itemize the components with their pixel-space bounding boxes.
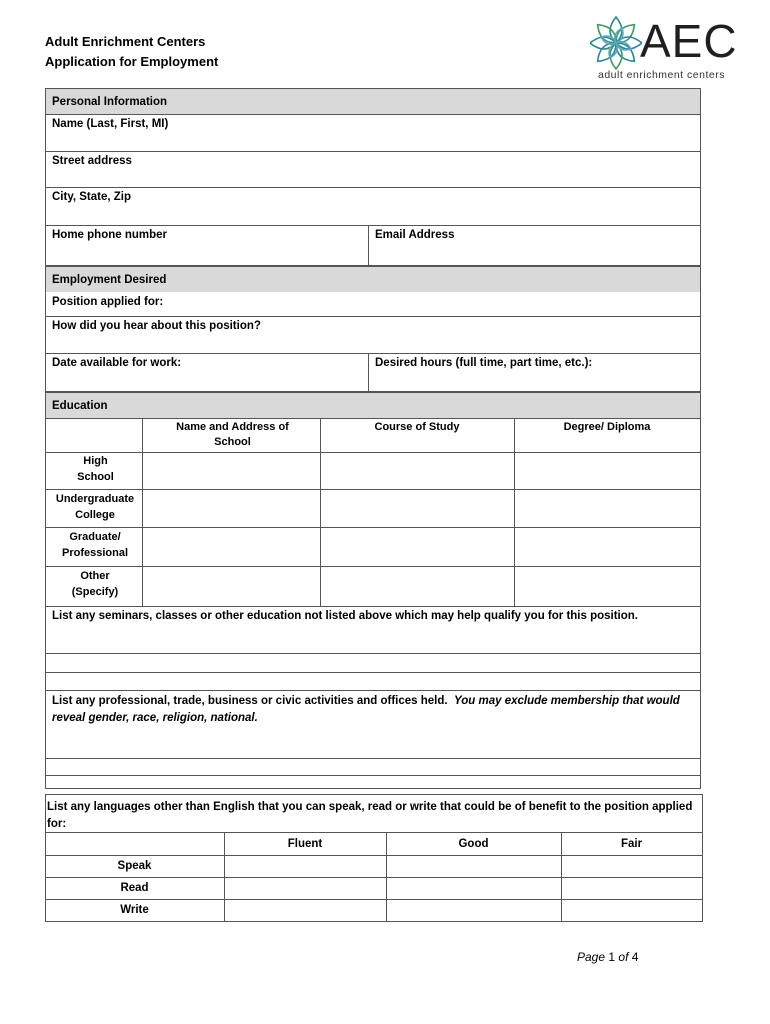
row-high-school: High School bbox=[77, 455, 114, 483]
hear-about-field[interactable]: How did you hear about this position? bbox=[52, 320, 261, 332]
languages-prompt: List any languages other than English that you can speak, read or write that could be of benefit to the position applied for: bbox=[47, 801, 693, 830]
flower-logo-icon bbox=[590, 14, 642, 72]
row-other: Other (Specify) bbox=[71, 570, 119, 598]
doc-title: Application for Employment bbox=[45, 54, 219, 69]
aec-logo bbox=[590, 14, 740, 84]
row-read: Read bbox=[120, 882, 149, 894]
name-field[interactable]: Name (Last, First, MI) bbox=[52, 118, 169, 130]
desired-hours-field[interactable]: Desired hours (full time, part time, etc.): bbox=[375, 357, 593, 369]
activities-prompt: List any professional, trade, business or civic activities and offices held. You may exclude membership that would reveal gender, race, religion, national. bbox=[52, 695, 680, 724]
street-field[interactable]: Street address bbox=[52, 155, 132, 167]
employment-section-title: Employment Desired bbox=[52, 274, 167, 286]
position-field[interactable]: Position applied for: bbox=[52, 296, 164, 308]
row-speak: Speak bbox=[117, 860, 152, 872]
row-graduate: Graduate/ Professional bbox=[61, 531, 129, 559]
home-phone-field[interactable]: Home phone number bbox=[52, 229, 168, 241]
row-undergraduate: Undergraduate College bbox=[55, 493, 135, 521]
logo-wordmark: AEC bbox=[640, 15, 738, 67]
activities-note: You may exclude membership that would reveal gender, race, religion, national. bbox=[52, 695, 680, 724]
col-course-header: Course of Study bbox=[374, 421, 460, 433]
col-degree-header: Degree/ Diploma bbox=[563, 421, 651, 433]
col-good: Good bbox=[458, 838, 489, 850]
col-school-header: Name and Address of School bbox=[176, 421, 289, 448]
personal-section-title: Personal Information bbox=[52, 96, 168, 108]
org-name: Adult Enrichment Centers bbox=[45, 34, 206, 49]
education-section-title: Education bbox=[52, 400, 108, 412]
email-field[interactable]: Email Address bbox=[375, 229, 455, 241]
col-fluent: Fluent bbox=[287, 838, 323, 850]
logo-subtitle: adult enrichment centers bbox=[598, 69, 725, 81]
city-state-zip-field[interactable]: City, State, Zip bbox=[52, 191, 132, 203]
page-number: Page 1 of 4 bbox=[577, 950, 639, 964]
row-write: Write bbox=[120, 904, 149, 916]
seminars-prompt: List any seminars, classes or other education not listed above which may help qualify you for this position. bbox=[52, 610, 638, 622]
col-fair: Fair bbox=[620, 838, 643, 850]
date-available-field[interactable]: Date available for work: bbox=[52, 357, 182, 369]
document-header bbox=[45, 32, 218, 72]
